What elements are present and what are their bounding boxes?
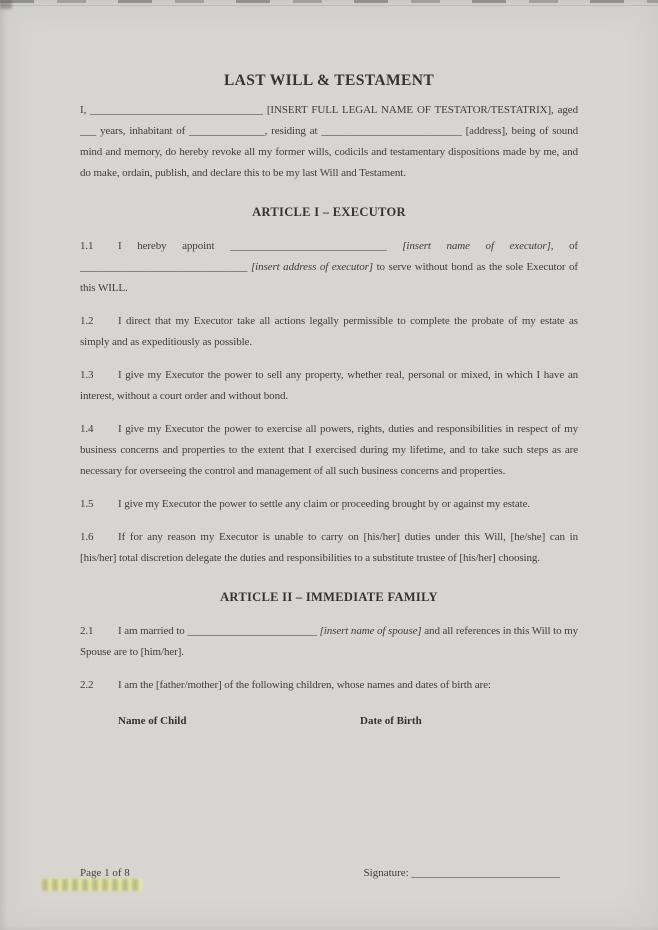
clause-text: I hereby appoint _____________________________ bbox=[118, 240, 403, 252]
clause-2.2 bbox=[80, 675, 578, 696]
clause-number: 1.3 bbox=[80, 369, 94, 381]
page-number-label: Page 1 of 8 bbox=[80, 867, 130, 879]
children-table-header bbox=[80, 711, 578, 732]
clause-text: of _______________________________ bbox=[80, 240, 578, 273]
clause-1.5 bbox=[80, 494, 578, 515]
placeholder-instruction: [insert name of spouse] bbox=[319, 625, 422, 637]
clause-text: and all references in this Will to my Spouse are to [him/her]. bbox=[80, 625, 578, 658]
clause-number: 1.2 bbox=[80, 315, 94, 327]
clause-text: to serve without bond as the sole Executor of this WILL. bbox=[80, 261, 578, 294]
clause-text: I direct that my Executor take all actions legally permissible to complete the probate of my estate as simply and as expeditiously as possible. bbox=[80, 315, 578, 348]
clause-1.3 bbox=[80, 365, 578, 407]
clause-text: I am the [father/mother] of the following children, whose names and dates of birth are: bbox=[118, 679, 491, 691]
clause-1.6 bbox=[80, 527, 578, 569]
section-heading: ARTICLE I – EXECUTOR bbox=[252, 205, 406, 219]
clause-number: 2.2 bbox=[80, 679, 94, 691]
clause-number: 2.1 bbox=[80, 625, 94, 637]
clause-number: 1.6 bbox=[80, 531, 94, 543]
clause-text: I, ________________________________ [INSERT FULL LEGAL NAME OF TESTATOR/TESTATRIX], aged ___ years, inhabitant of ______________, residing at __________________________ [address], being of sound mind and memory, do hereby revoke all my former wills, codicils and testamentary dispositions made by me, and do make, ordain, publish, and declare this to be my last Will and Testament. bbox=[80, 104, 578, 179]
signature-blank-line: ___________________________ bbox=[411, 867, 560, 879]
clause-1.1 bbox=[80, 236, 578, 299]
document-title: LAST WILL & TESTAMENT bbox=[223, 72, 435, 89]
clause-text: I give my Executor the power to exercise all powers, rights, duties and responsibilities in respect of my business concerns and properties to the extent that I exercised during my lifetime, and to take such steps as are necessary for overseeing the control and management of all such business concerns and properties. bbox=[80, 423, 578, 477]
column-header-date-of-birth: Date of Birth bbox=[360, 715, 422, 727]
section-heading: ARTICLE II – IMMEDIATE FAMILY bbox=[220, 590, 438, 604]
watermark-highlight bbox=[42, 879, 142, 891]
placeholder-instruction: [insert name of executor], bbox=[402, 240, 554, 252]
clause-number: 1.1 bbox=[80, 240, 94, 252]
clause-number: 1.4 bbox=[80, 423, 94, 435]
clause-number: 1.5 bbox=[80, 498, 94, 510]
clause-1.2 bbox=[80, 311, 578, 353]
document-body bbox=[80, 100, 578, 732]
clause-text: If for any reason my Executor is unable to carry on [his/her] duties under this Will, [he/she] can in [his/her] total discretion delegate the duties and responsibilities to a substitute trustee of [his/her] choosing. bbox=[80, 531, 578, 564]
signature-label: Signature: bbox=[363, 867, 409, 879]
clause-2.1 bbox=[80, 621, 578, 663]
opening-paragraph bbox=[80, 100, 578, 184]
clause-text: I am married to ________________________ bbox=[118, 625, 320, 637]
signature-block bbox=[364, 864, 578, 882]
clause-text: I give my Executor the power to sell any property, whether real, personal or mixed, in which I have an interest, without a court order and without bond. bbox=[80, 369, 578, 402]
page-footer bbox=[80, 864, 578, 882]
clause-text: I give my Executor the power to settle any claim or proceeding brought by or against my estate. bbox=[118, 498, 531, 510]
column-header-name-of-child: Name of Child bbox=[118, 715, 187, 727]
placeholder-instruction: [insert address of executor] bbox=[250, 261, 374, 273]
clause-1.4 bbox=[80, 419, 578, 482]
